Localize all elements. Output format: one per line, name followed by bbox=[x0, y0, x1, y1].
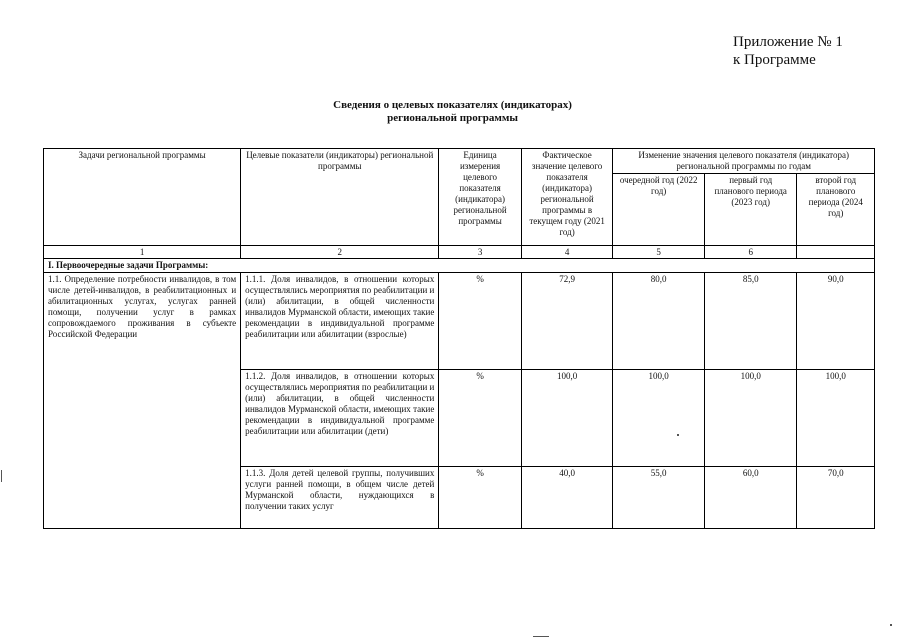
value-2024-cell: 70,0 bbox=[797, 467, 875, 529]
column-number-2: 2 bbox=[241, 246, 439, 259]
value-2023-cell: 85,0 bbox=[704, 273, 797, 370]
column-number-1: 1 bbox=[44, 246, 241, 259]
scan-mark bbox=[890, 624, 892, 626]
appendix-line-1: Приложение № 1 bbox=[733, 34, 843, 50]
scan-mark bbox=[533, 636, 549, 637]
section-title: I. Первоочередные задачи Программы: bbox=[44, 259, 875, 273]
appendix-line-2: к Программе bbox=[733, 52, 816, 68]
header-unit: Единица измерения целевого показателя (индикатора) региональной программы bbox=[439, 149, 521, 246]
fact-2021-cell: 72,9 bbox=[521, 273, 613, 370]
table-header-row bbox=[44, 149, 875, 174]
value-2024-cell: 90,0 bbox=[797, 273, 875, 370]
indicator-cell: 1.1.3. Доля детей целевой группы, получивших услуги ранней помощи, в общем числе детей Мурманской области, нуждающихся в получении таких услуг bbox=[241, 467, 439, 529]
document-title bbox=[0, 99, 905, 125]
value-2022-cell: 100,0 bbox=[613, 370, 705, 467]
header-second-planning-year: второй год планового периода (2024 год) bbox=[797, 174, 875, 246]
indicator-cell: 1.1.1. Доля инвалидов, в отношении которых осуществлялись мероприятия по реабилитации и (или) абилитации, в общей численности инвалидов Мурманской области, имеющих такие рекомендации в индивидуальной программе реабилитации или абилитации (взрослые) bbox=[241, 273, 439, 370]
header-tasks: Задачи региональной программы bbox=[44, 149, 241, 246]
fact-2021-cell: 40,0 bbox=[521, 467, 613, 529]
header-fact-current-year: Фактическое значение целевого показателя (индикатора) региональной программы в текущем году (2021 год) bbox=[521, 149, 613, 246]
column-number-4: 4 bbox=[521, 246, 613, 259]
scan-mark bbox=[677, 434, 679, 436]
header-change-by-years: Изменение значения целевого показателя (индикатора) региональной программы по годам bbox=[613, 149, 875, 174]
column-number-7 bbox=[797, 246, 875, 259]
document-title-line-2: региональной программы bbox=[387, 112, 518, 124]
indicator-cell: 1.1.2. Доля инвалидов, в отношении которых осуществлялись мероприятия по реабилитации и (или) абилитации, в общей численности инвалидов Мурманской области, имеющих такие рекомендации в индивидуальной программе реабилитации или абилитации (дети) bbox=[241, 370, 439, 467]
task-cell: 1.1. Определение потребности инвалидов, в том числе детей-инвалидов, в реабилитационных и абилитационных услугах, услугах ранней помощи, получении услуг в рамках сопровождаемого проживания в субъекте Российской Федерации bbox=[44, 273, 241, 529]
fact-2021-cell: 100,0 bbox=[521, 370, 613, 467]
document-title-line-1: Сведения о целевых показателях (индикаторах) bbox=[333, 99, 572, 111]
unit-cell: % bbox=[439, 467, 521, 529]
value-2024-cell: 100,0 bbox=[797, 370, 875, 467]
value-2023-cell: 60,0 bbox=[704, 467, 797, 529]
unit-cell: % bbox=[439, 273, 521, 370]
section-row bbox=[44, 259, 875, 273]
indicators-table bbox=[43, 148, 875, 529]
header-indicators: Целевые показатели (индикаторы) региональной программы bbox=[241, 149, 439, 246]
table-row bbox=[44, 273, 875, 370]
column-number-3: 3 bbox=[439, 246, 521, 259]
value-2023-cell: 100,0 bbox=[704, 370, 797, 467]
column-numbers-row bbox=[44, 246, 875, 259]
column-number-6: 6 bbox=[704, 246, 797, 259]
value-2022-cell: 55,0 bbox=[613, 467, 705, 529]
value-2022-cell: 80,0 bbox=[613, 273, 705, 370]
header-next-year: очередной год (2022 год) bbox=[613, 174, 705, 246]
appendix-label bbox=[733, 33, 843, 69]
header-first-planning-year: первый год планового периода (2023 год) bbox=[704, 174, 797, 246]
unit-cell: % bbox=[439, 370, 521, 467]
scan-mark bbox=[1, 470, 2, 482]
column-number-5: 5 bbox=[613, 246, 705, 259]
